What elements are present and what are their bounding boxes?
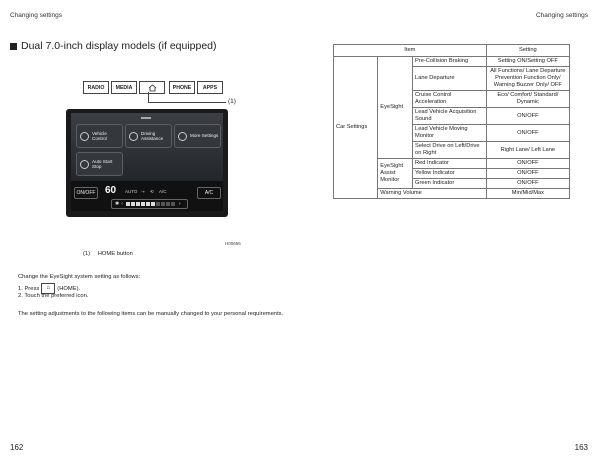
vehicle-control-tile[interactable] — [76, 124, 123, 148]
climate-bar — [71, 181, 223, 211]
page-indicator — [141, 117, 151, 119]
running-header-right: Changing settings — [535, 12, 588, 19]
radio-button[interactable]: RADIO — [83, 81, 109, 94]
fan-speed-control[interactable] — [111, 199, 188, 209]
fan-level-segment — [141, 202, 145, 206]
table-cell-item: Lead Vehicle Acquisition Sound — [413, 108, 487, 125]
callout-leader — [148, 102, 226, 103]
figure-code: H00656 — [225, 241, 241, 246]
table-cell-setting: ON/OFF — [486, 159, 569, 169]
table-header-item: Item — [334, 45, 487, 57]
step-1-text-after: (HOME). — [57, 285, 81, 292]
fan-level-segment — [156, 202, 160, 206]
more-settings-tile[interactable] — [174, 124, 221, 148]
table-cell-item: Pre-Collision Braking — [413, 57, 487, 67]
callout-leader — [148, 92, 149, 102]
apps-button[interactable]: APPS — [197, 81, 223, 94]
climate-on-off-button[interactable]: ON/OFF — [74, 187, 98, 199]
auto-label: AUTO — [125, 189, 138, 194]
fan-down-icon[interactable]: ‹ — [121, 201, 123, 207]
callout-number: (1) — [228, 98, 236, 105]
caption-text: HOME button — [97, 251, 133, 257]
tile-label: Driving Assistance — [141, 130, 164, 141]
table-cell-item: Green Indicator — [413, 179, 487, 189]
auto-start-stop-tile[interactable] — [76, 152, 123, 176]
fan-level-segment — [151, 202, 155, 206]
table-cell-setting: ON/OFF — [486, 125, 569, 142]
table-cell-item: Warning Volume — [378, 189, 486, 199]
car-icon — [80, 132, 89, 141]
caption-number: (1) — [83, 251, 91, 257]
driving-assistance-tile[interactable] — [125, 124, 172, 148]
table-cell-setting: Right Lane/ Left Lane — [486, 142, 569, 159]
engine-icon — [80, 160, 89, 169]
table-cell-item: Yellow Indicator — [413, 169, 487, 179]
page-number-right: 163 — [574, 443, 588, 452]
tile-label: Auto Start Stop — [92, 158, 113, 169]
tile-label: More Settings — [190, 133, 219, 139]
fan-level-segment — [131, 202, 135, 206]
fan-level-segment — [171, 202, 175, 206]
home-button[interactable] — [139, 81, 165, 94]
table-header-setting: Setting — [486, 45, 569, 57]
recirculation-icon: ⟲ — [150, 189, 154, 194]
fan-level-segment — [161, 202, 165, 206]
home-icon — [148, 84, 157, 92]
table-cell-item: Lead Vehicle Moving Monitor — [413, 125, 487, 142]
fan-icon: ✱ — [115, 201, 120, 207]
page-number-left: 162 — [10, 443, 24, 452]
assist-monitor-cell: EyeSight Assist Monitor — [378, 159, 413, 189]
fan-level-segment — [136, 202, 140, 206]
table-cell-setting: Min/Mid/Max — [486, 189, 569, 199]
fan-level-segment — [146, 202, 150, 206]
steering-icon — [129, 132, 138, 141]
step-1-text: 1. Press — [18, 285, 40, 292]
display-bezel — [66, 109, 228, 217]
table-cell-setting: Eco/ Comfort/ Standard/ Dynamic — [486, 91, 569, 108]
fan-level-bars — [126, 202, 176, 206]
instruction-intro: Change the EyeSight system setting as follows: — [18, 274, 141, 280]
gear-icon — [178, 132, 187, 141]
ac-button[interactable]: A/C — [197, 187, 221, 199]
table-cell-item: Cruise Control Acceleration — [413, 91, 487, 108]
instruction-step-2: 2. Touch the preferred icon. — [18, 293, 89, 299]
table-cell-item: Lane Departure — [413, 67, 487, 91]
fan-up-icon[interactable]: › — [178, 201, 181, 207]
media-button[interactable]: MEDIA — [111, 81, 137, 94]
table-cell-item: Select Drive on Left/Drive on Right — [413, 142, 487, 159]
airflow-icon: ⇢ — [141, 189, 145, 194]
instruction-note: The setting adjustments to the following items can be manually changed to your personal requirements. — [18, 311, 284, 317]
table-cell-item: Red Indicator — [413, 159, 487, 169]
fan-level-segment — [166, 202, 170, 206]
table-cell-setting: Setting ON/Setting OFF — [486, 57, 569, 67]
group-cell: Car Settings — [334, 57, 378, 199]
table-cell-setting: ON/OFF — [486, 108, 569, 125]
running-header-left: Changing settings — [10, 12, 63, 19]
temperature-readout: 60 — [105, 185, 117, 196]
phone-button[interactable]: PHONE — [169, 81, 195, 94]
display-screen — [71, 113, 223, 211]
table-cell-setting: All Functions/ Lane Departure Prevention Function Only/ Warning Buzzer Only/ OFF — [486, 67, 569, 91]
table-cell-setting: ON/OFF — [486, 179, 569, 189]
section-title — [10, 40, 217, 52]
square-bullet-icon — [10, 43, 17, 50]
section-title-text: Dual 7.0-inch display models (if equipped) — [21, 40, 217, 52]
figure-caption — [83, 251, 133, 257]
home-icon: ⌂ — [41, 283, 55, 294]
head-unit-button-strip — [83, 81, 225, 94]
table-cell-setting: ON/OFF — [486, 169, 569, 179]
tile-label: Vehicle Control — [92, 130, 107, 141]
eyesight-cell: EyeSight — [378, 57, 413, 159]
ac-small-label: A/C — [159, 189, 167, 194]
fan-level-segment — [126, 202, 130, 206]
settings-table — [333, 44, 570, 199]
